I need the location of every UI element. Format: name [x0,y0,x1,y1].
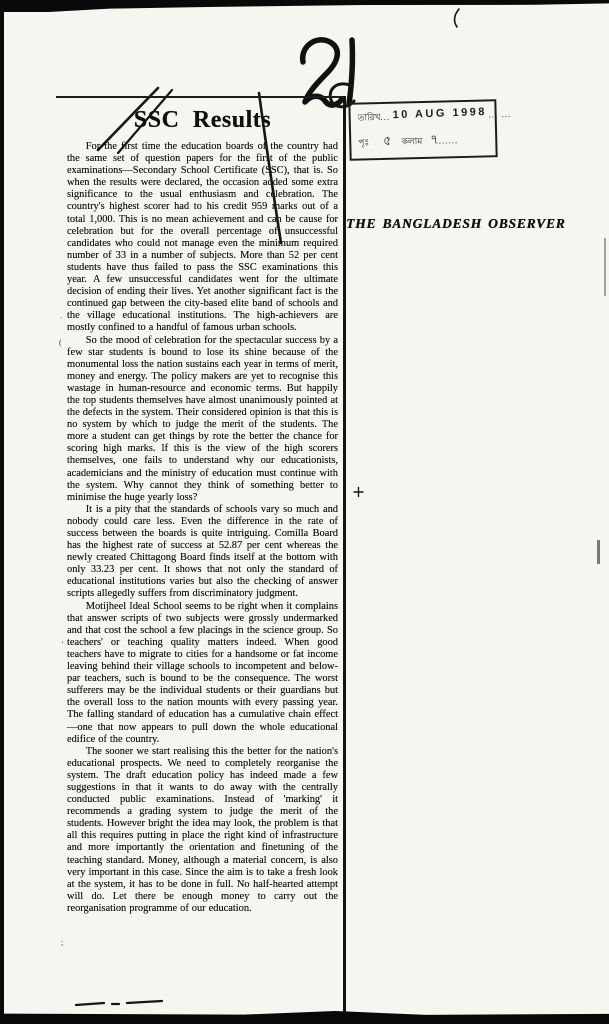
article-title: SSC Results [133,107,272,133]
scan-speck: ` [60,316,63,325]
stamp-page-row [358,129,490,153]
scan-edge-left [0,6,4,1024]
article-paragraph: For the first time the education boards of the country had the same set of question papers for the first of the public examinations—Secondary School Certificate (SSC), that is. So when the results were declared, the occasion added some extra significance to the usual enthusiasm and celebration. The country's highest scorer had to his credit 959 marks out of a total 1,000. This is no mean achievement and can be cause for celebration but for the overall percentage of unsuccessful candidates who could not manage even the minimum required number of 33 in a number of subjects. More than 52 per cent students have thus failed to pass the SSC examinations this year. A few unsuccessful candidates went for the ultimate decision of ending their lives. Yet another significant fact is the continued gap between the city-based elite band of schools and the village educational institutions. The high-achievers are mostly confined to a handful of famous urban schools. [67,141,338,334]
stamp-page-value: ৫ [383,133,392,149]
stamp-date-row [357,105,512,125]
scan-speck: ( [59,338,62,347]
stamp-column-value: ৭ [430,132,439,148]
stamp-dots: ... ... [488,108,512,120]
article-paragraph: Motijheel Ideal School seems to be right when it complains that answer scripts of two subjects were grossly undermarked and that cost the school a few placings in the science group. So teachers' or teaching quality matters indeed. When good teachers have to migrate to cities for a handsome or fat income leaving behind their village schools to incompetent and below-par teachers, such is bound to be the consequence. The worst sufferers may be the individual students or their guardians but the overall loss to the nation mounts with every passing year. The falling standard of education has a cumulative chain effect—one that now appears to pull down the whole educational edifice of the country. [67,600,338,745]
scan-speck [604,238,606,296]
article-paragraph: The sooner we start realising this the better for the nation's educational prospects. We need to completely reorganise the system. The draft education policy has indeed made a few suggestions in that it wants to do away with the centrally conducted public examinations. Instead of 'marking' it recommends a grading system to judge the merit of the students. However bright the idea may look, the problem is that all this requires putting in place the right kind of infrastructure and more importantly the orientation and finetuning of the teaching standard. Money, although a material concern, is also very important in this case. Since the aim is to take a fresh look at the system, it has to be done in full. No half-hearted attempt will do. Let there be enough money to carry out the reorganisation programme of our education. [67,745,338,914]
scan-edge-top [0,0,609,12]
article-clipping [56,96,346,1014]
stamp-date-value: 10 AUG 1998 [391,105,487,122]
scan-speck [597,540,600,564]
archive-date-stamp [348,99,512,161]
stamp-column-label: কলাম [401,136,423,147]
scan-speck: ' [62,640,64,649]
masthead-title: THE BANGLADESH OBSERVER [346,216,566,231]
article-body [67,141,338,915]
stamp-dots: ... [380,111,391,123]
article-paragraph: It is a pity that the standards of schools vary so much and nobody could care less. Even the difference in the rate of success between the boards is quite intriguing. Comilla Board has the highest rate of success at 52.87 per cent whereas the newly created Chittagong Board finds itself at the bottom with only 33.23 per cent. It shows that not only the standard of educational institutions varies but also the checking of answer scripts allegedly suffers from discriminatory judgment. [67,503,338,600]
stamp-dots: ...... [438,135,459,146]
scan-speck: ; [61,938,64,947]
stamp-page-label: পৃঃ [358,137,370,148]
stamp-date-label: তারিখ [357,112,381,123]
article-paragraph: So the mood of celebration for the spectacular success by a few star students is bound to lose its shine because of the monumental loss the nation sustains each year in terms of merit, money and energy. The policy makers are yet to recognise this wastage in human-resource and economic terms. But happily the top students themselves have almost unanimously pointed at the defects in the system. Their considered opinion is that this is no system by which to judge the merit of the students. The more a student can get things by rote the better the chance for scoring high marks. If this is the view of the high scorers themselves, one fails to understand why our educationists, academicians and the ministry of education must continue with the system. Why cannot they think of something better to minimise the huge yearly loss? [67,334,338,503]
